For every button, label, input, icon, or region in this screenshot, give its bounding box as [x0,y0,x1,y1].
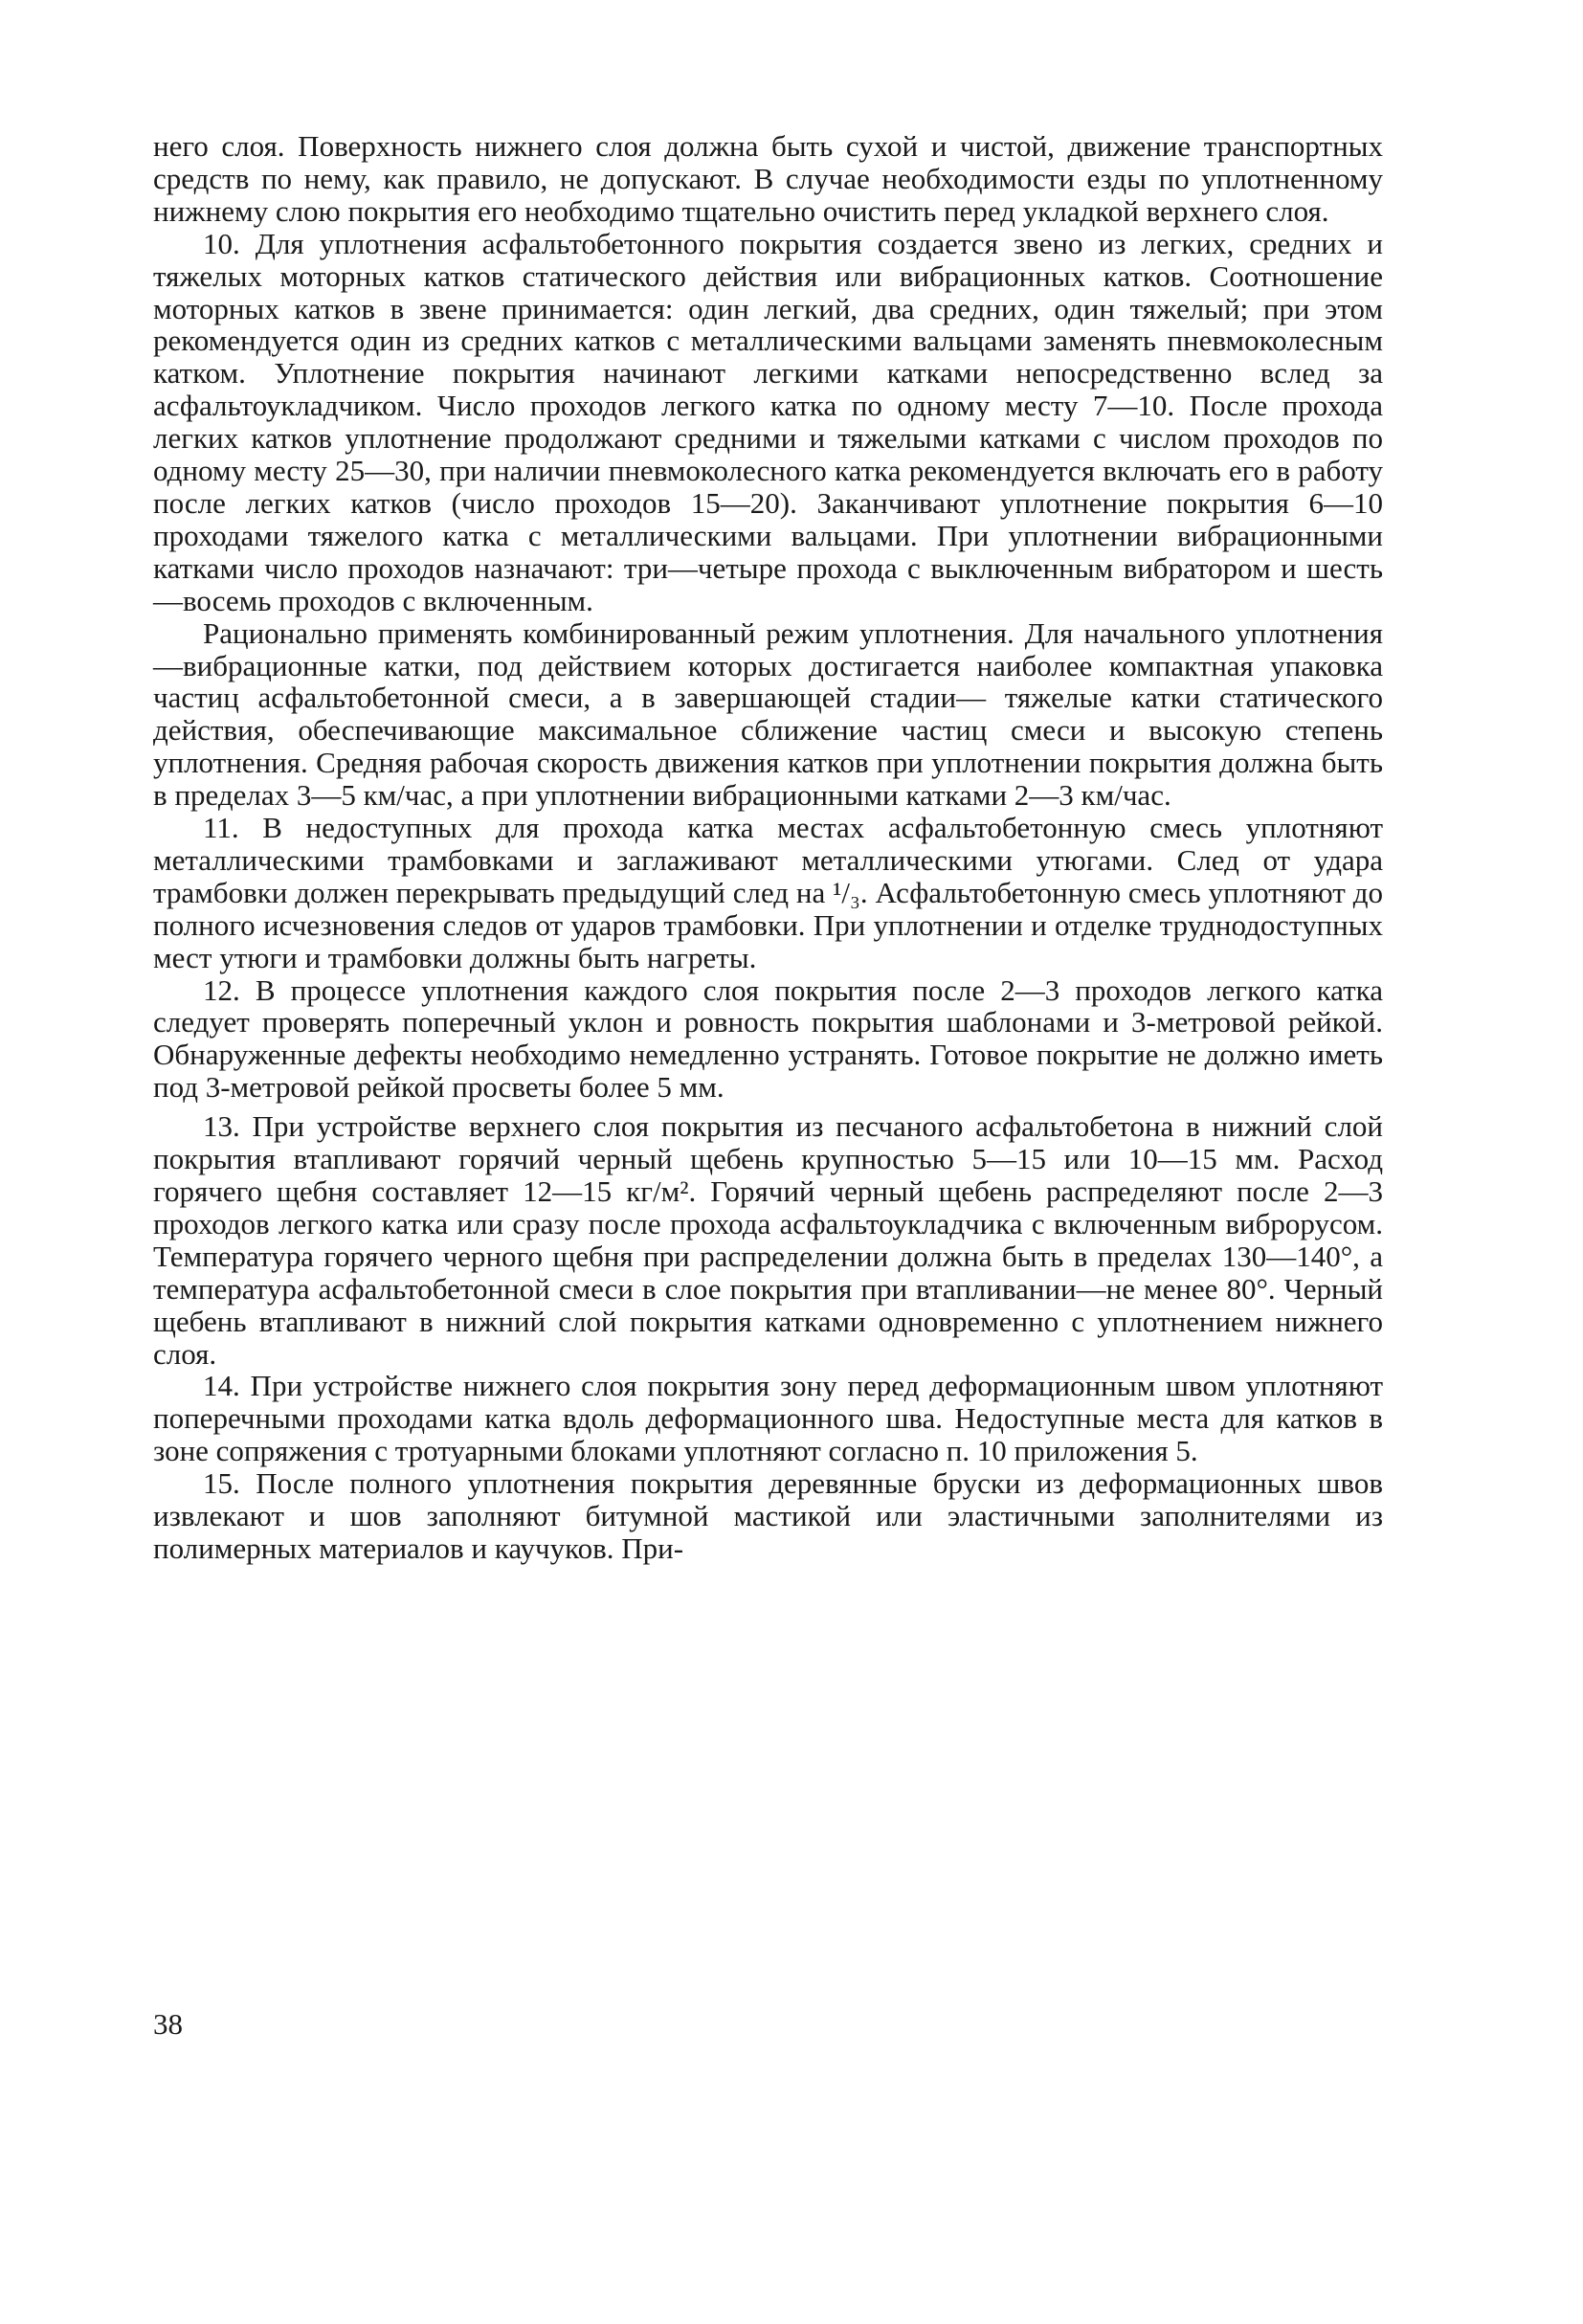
paragraph-item-14: 14. При устройстве нижнего слоя покрытия зону перед деформационным швом уплотняют поперечными проходами катка вдоль деформационного шва. Недоступные места для катков в зоне сопряжения с тротуарными блоками уплотняют согласно п. 10 приложения 5. [153,1369,1383,1468]
paragraph-item-12: 12. В процессе уплотнения каждого слоя покрытия после 2—3 проходов легкого катка следует проверять поперечный уклон и ровность покрытия шаблонами и 3-метровой рейкой. Обнаруженные дефекты необходимо немедленно устранять. Готовое покрытие не должно иметь под 3-метровой рейкой просветы более 5 мм. [153,972,1383,1105]
body-text [153,130,1383,1565]
paragraph-item-15: 15. После полного уплотнения покрытия деревянные бруски из деформационных швов извлекают и шов заполняют битумной мастикой или эластичными заполнителями из полимерных материалов и каучуков. При- [153,1466,1383,1565]
paragraph-item-11: 11. В недоступных для прохода катка местах асфальтобетонную смесь уплотняют металлическими трамбовками и заглаживают металлическими утюгами. След от удара трамбовки должен перекрывать предыдущий след на ¹/₃. Асфальтобетонную смесь уплотняют до полного исчезновения следов от ударов трамбовки. При уплотнении и отделке труднодоступных мест утюги и трамбовки должны быть нагреты. [153,811,1383,974]
paragraph-item-10: 10. Для уплотнения асфальтобетонного покрытия создается звено из легких, средних и тяжелых моторных катков статического действия или вибрационных катков. Соотношение моторных катков в звене принимается: один легкий, два средних, один тяжелый; при этом рекомендуется один из средних катков с металлическими вальцами заменять пневмоколесным катком. Уплотнение покрытия начинают легкими катками непосредственно вслед за асфальтоукладчиком. Число проходов легкого катка по одному месту 7—10. После прохода легких катков уплотнение продолжают средними и тяжелыми катками с числом проходов по одному месту 25—30, при наличии пневмоколесного катка рекомендуется включать его в работу после легких катков (число проходов 15—20). Заканчивают уплотнение покрытия 6—10 проходами тяжелого катка с металлическими вальцами. При уплотнении вибрационными катками число проходов назначают: три—четыре прохода с выключенным вибратором и шесть—восемь проходов с включенным. [153,226,1383,617]
paragraph-continuation: него слоя. Поверхность нижнего слоя должна быть сухой и чистой, движение транспортных средств по нему, как правило, не допускают. В случае необходимости езды по уплотненному нижнему слою покрытия его необходимо тщательно очистить перед укладкой верхнего слоя. [153,129,1383,228]
paragraph-item-13: 13. При устройстве верхнего слоя покрытия из песчаного асфальтобетона в нижний слой покрытия втапливают горячий черный щебень крупностью 5—15 или 10—15 мм. Расход горячего щебня составляет 12—15 кг/м². Горячий черный щебень распределяют после 2—3 проходов легкого катка или сразу после прохода асфальтоукладчика с включенным виброрусом. Температура горячего черного щебня при распределении должна быть в пределах 130—140°, а температура асфальтобетонной смеси в слое покрытия при втапливании—не менее 80°. Черный щебень втапливают в нижний слой покрытия катками одновременно с уплотнением нижнего слоя. [153,1109,1383,1371]
paragraph-compaction-mode: Рационально применять комбинированный режим уплотнения. Для начального уплотнения—вибрационные катки, под действием которых достигается наиболее компактная упаковка частиц асфальтобетонной смеси, а в завершающей стадии— тяжелые катки статического действия, обеспечивающие максимальное сближение частиц смеси и высокую степень уплотнения. Средняя рабочая скорость движения катков при уплотнении покрытия должна быть в пределах 3—5 км/час, а при уплотнении вибрационными катками 2—3 км/час. [153,615,1383,813]
page-number: 38 [153,2007,183,2041]
